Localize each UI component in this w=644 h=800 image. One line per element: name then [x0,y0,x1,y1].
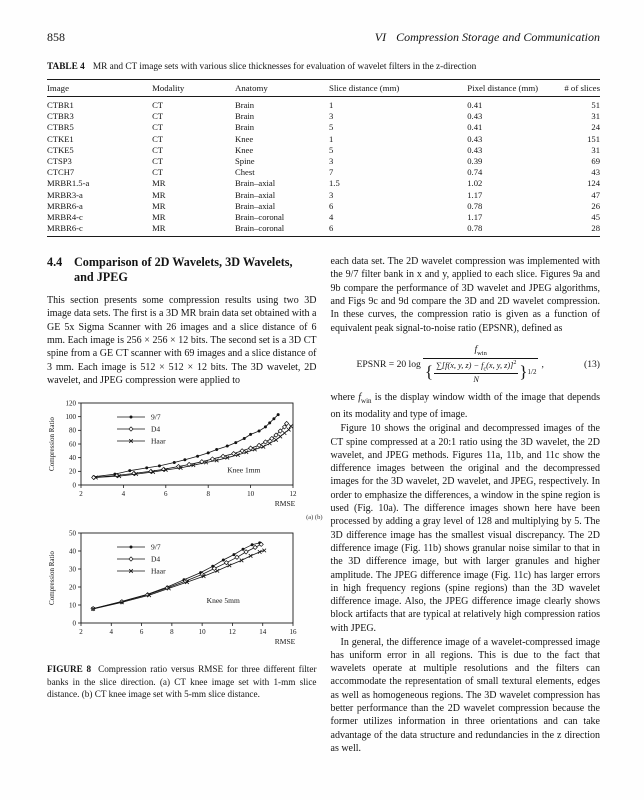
table-row [47,133,600,144]
svg-text:100: 100 [65,413,76,422]
right-paragraph-1: each data set. The 2D wavelet compression was implemented with the 9/7 filter bank in x and y, applied to each slice. Figures 9a and 9b compare the performance of 3D wavelet and JPEG algorithms, and Figs 9c and 9d compare the 3D and 2D wavelet compression. In these curves, the compression ratio is given as a function of equivalent peak signal-to-noise ratio (EPSNR), defined as [330,256,600,334]
table-cell: 45 [591,211,600,222]
svg-text:60: 60 [69,440,76,449]
table-cell: MR [152,178,166,189]
table-cell: Brain–coronal [235,211,285,222]
table-cell: CTBR1 [47,100,74,110]
equation-lhs: EPSNR = 20 log [356,358,421,370]
page-number: 858 [47,30,65,44]
table-cell: 3 [329,155,334,166]
svg-text:14: 14 [259,628,267,637]
svg-text:9/7: 9/7 [151,542,161,552]
table-cell: Spine [235,155,255,166]
table-cell: MR [152,189,166,200]
table-cell: 7 [329,167,334,178]
table-cell: CTBR5 [47,122,74,133]
left-paragraph: This section presents some compression results using two 3D image data sets. The first is a 3D MR brain data set obtained with a GE 5x Sigma Scanner with 26 images and a slice distance of 6 mm. Each image is 256 × 256 × 12 bits. The second set is a 3D CT spine from a GE CT scanner with 69 images and a slice distance of 3 mm. Each image is 512 × 512 × 12 bits. The 3D wavelet, 2D wavelet, and JPEG compression were applied to [47,295,317,386]
svg-text:9/7: 9/7 [151,412,161,422]
svg-text:12: 12 [289,490,297,499]
table-cell: Brain–axial [235,200,276,211]
table-row [47,97,600,111]
table-column-header: Anatomy [235,80,329,97]
section-number: 4.4 [47,255,63,270]
table-cell: 0.41 [467,100,483,110]
svg-text:10: 10 [198,628,206,637]
svg-text:RMSE: RMSE [274,637,296,647]
table-cell: Brain–coronal [235,223,285,234]
svg-text:Compression Ratio: Compression Ratio [48,551,56,606]
table-row [47,111,600,122]
table-cell: MRBR6-a [47,200,83,211]
section-heading [47,255,317,285]
close-brace: } [519,362,528,382]
table-row [47,222,600,236]
table-cell: 1.17 [467,211,483,222]
svg-text:20: 20 [69,583,76,592]
svg-text:D4: D4 [151,424,161,434]
table-body [47,97,600,237]
table-cell: Chest [235,167,255,178]
open-brace: { [424,362,433,382]
equation-fraction: $f_{win}$ { ∑[f(x, y, $z) - f_c(x$, y, z)]$^2$ N } 1/2 [424,343,537,385]
section-title-line1: Comparison of 2D Wavelets, 3D Wavelets, [74,255,293,270]
table-cell: Brain [235,100,255,110]
table-cell: CTBR3 [47,111,74,122]
table-row [47,200,600,211]
svg-text:Knee 5mm: Knee 5mm [206,596,240,606]
svg-text:Haar: Haar [151,566,166,576]
table-cell: 0.41 [467,122,483,133]
table-cell: CT [152,122,164,133]
table-title: TABLE 4 MR and CT image sets with various slice thicknesses for evaluation of wavelet filters in the z-direction [47,62,477,72]
svg-text:8: 8 [170,628,174,637]
svg-text:30: 30 [69,565,76,574]
table-cell: CT [152,167,164,178]
table-cell: 26 [591,200,600,211]
section-title-line2: and JPEG [74,270,128,285]
svg-text:40: 40 [69,454,76,463]
table-cell: 1 [329,133,334,144]
table-cell: Brain [235,122,255,133]
table-cell: 6 [329,223,334,234]
svg-text:4: 4 [109,628,114,637]
table-head [47,80,600,97]
svg-text:10: 10 [247,490,255,499]
table-cell: 0.78 [467,200,483,211]
table-row [47,122,600,133]
table-row [47,144,600,155]
left-column [47,255,323,755]
table-cell: 3 [329,189,334,200]
table-cell: MRBR4-c [47,211,83,222]
table4 [47,79,600,237]
table-cell: Brain–axial [235,178,276,189]
svg-text:0: 0 [72,481,76,490]
table-cell: MR [152,211,166,222]
table-row [47,167,600,178]
table-cell: Brain [235,111,255,122]
svg-text:6: 6 [164,490,168,499]
table-cell: CTKE1 [47,133,74,144]
svg-text:D4: D4 [151,554,161,564]
table-cell: 0.74 [467,167,483,178]
table-row [47,189,600,200]
table-cell: 1.17 [467,189,483,200]
table-cell: CT [152,111,164,122]
figure8-part-label: (a) (b) [306,514,323,522]
table-row [47,178,600,189]
table-cell: MRBR6-c [47,223,83,234]
svg-text:2: 2 [79,490,83,499]
running-head-title: VI Compression Storage and Communication [374,30,600,44]
table-cell: Brain–axial [235,189,276,200]
svg-text:2: 2 [79,628,83,637]
table-cell: 1 [329,100,334,110]
table-cell: Knee [235,144,254,155]
table-cell: Knee [235,133,254,144]
table-row [47,155,600,166]
right-paragraph-2: where $f_{win}$ is the display window width of the image that depends on its modality and type of image. [330,392,600,421]
table-cell: CT [152,155,164,166]
right-paragraph-3: Figure 10 shows the original and decompressed images of the CT spine compressed at a 20:1 ratio using the 3D wavelet, the 2D wavelet, and JPEG methods. Figures 11a, 11b, and 11c show the difference images between the original and the decompressed images for the 3D wavelet, 2D wavelet, and JPEG, respectively. In order to emphasize the differences, a window in the spine region is used (Fig. 10a). The difference images shown here have been processed by adding a gray level of 128 and multiplying by 5. The 3D difference image has the smallest visual discrepancy. The 2D difference image (Fig. 11b) shows granular noise similar to that in the 3D difference image, but with larger granules and higher amplitude. The JPEG difference image (Fig. 11c) has larger errors in high frequency regions (spine regions) than the 3D wavelet difference image. Also, the JPEG difference image clearly shows block artifacts that are typical at relatively high compression ratios with JPEG. [330,423,600,634]
table-cell: CT [152,100,164,110]
table-column-header: Image [47,80,152,97]
table-cell: MR [152,200,166,211]
table-cell: MRBR3-a [47,189,83,200]
table-cell: 0.43 [467,133,483,144]
table-column-header: Pixel distance (mm) [467,80,561,97]
figure8-chart-a [47,397,301,513]
table-cell: 5 [329,122,334,133]
svg-text:Compression Ratio: Compression Ratio [48,417,56,472]
figure8 [47,397,323,701]
table-cell: 69 [591,155,600,166]
table-cell: 43 [591,167,600,178]
table-cell: CTKE5 [47,144,74,155]
right-paragraph-4: In general, the difference image of a wavelet-compressed image has uniform error in all regions. This is due to the fact that wavelets operate at multiple resolutions and the filters can accommodate the representation of small textural elements, edges as well as homogeneous regions. The 3D wavelet compression has better performance than the 2D wavelet compression because the former utilizes information in three orientations and can take advantage of the data structure and redundancies in the z direction as well. [330,636,600,754]
table-cell: 1.02 [467,178,483,189]
table-cell: 0.43 [467,144,483,155]
table-header-row [47,80,600,97]
table-column-header: Slice distance (mm) [329,80,467,97]
table-label: TABLE 4 [47,62,85,72]
svg-text:10: 10 [69,601,76,610]
table-cell: 6 [329,200,334,211]
svg-text:20: 20 [69,467,76,476]
running-head [47,30,600,45]
table-cell: CTCH7 [47,167,75,178]
svg-text:RMSE: RMSE [274,499,296,509]
table-cell: 28 [591,223,600,234]
svg-text:120: 120 [65,399,76,408]
table-cell: 151 [587,133,600,144]
table-cell: 0.39 [467,155,483,166]
svg-text:Knee 1mm: Knee 1mm [227,465,261,475]
two-column-body [47,255,600,755]
table-cell: 3 [329,111,334,122]
svg-text:4: 4 [121,490,126,499]
table-cell: 4 [329,211,334,222]
svg-text:16: 16 [289,628,297,637]
table-column-header: Modality [152,80,235,97]
table-cell: 47 [591,189,600,200]
table-cell: CT [152,133,164,144]
table-cell: 31 [591,144,600,155]
table-cell: 0.78 [467,223,483,234]
table-cell: 24 [591,122,600,133]
table-cell: 0.43 [467,111,483,122]
table-column-header: # of slices [561,80,600,97]
table-cell: CTSP3 [47,155,72,166]
svg-text:12: 12 [228,628,236,637]
table-cell: 51 [591,100,600,110]
svg-text:80: 80 [69,426,76,435]
equation-number: (13) [584,358,600,370]
svg-text:Haar: Haar [151,436,166,446]
figure8-caption: FIGURE 8 Compression ratio versus RMSE for three different filter banks in the slice direction. (a) CT knee image set with 1-mm slice distance. (b) CT knee image set with 5-mm slice distance. [47,664,317,700]
figure8-chart-b [47,525,301,653]
figure8-caption-label: FIGURE 8 [47,664,92,675]
table-cell: MR [152,223,166,234]
table-row [47,211,600,222]
table-cell: 5 [329,144,334,155]
table-cell: 1.5 [329,178,340,189]
table-cell: CT [152,144,164,155]
table-cell: 124 [587,178,600,189]
table-cell: 31 [591,111,600,122]
svg-text:40: 40 [69,547,76,556]
svg-text:0: 0 [72,619,76,628]
right-column [331,255,601,755]
svg-text:6: 6 [139,628,144,637]
svg-text:50: 50 [69,529,76,538]
svg-text:8: 8 [206,490,210,499]
equation-13: EPSNR = 20 log $f_{win}$ { ∑[f(x, y, $z) - f_c(x$, y, z)]$^2$ N } 1/2 , (13) [356,343,600,385]
table-cell: MRBR1.5-a [47,178,90,189]
